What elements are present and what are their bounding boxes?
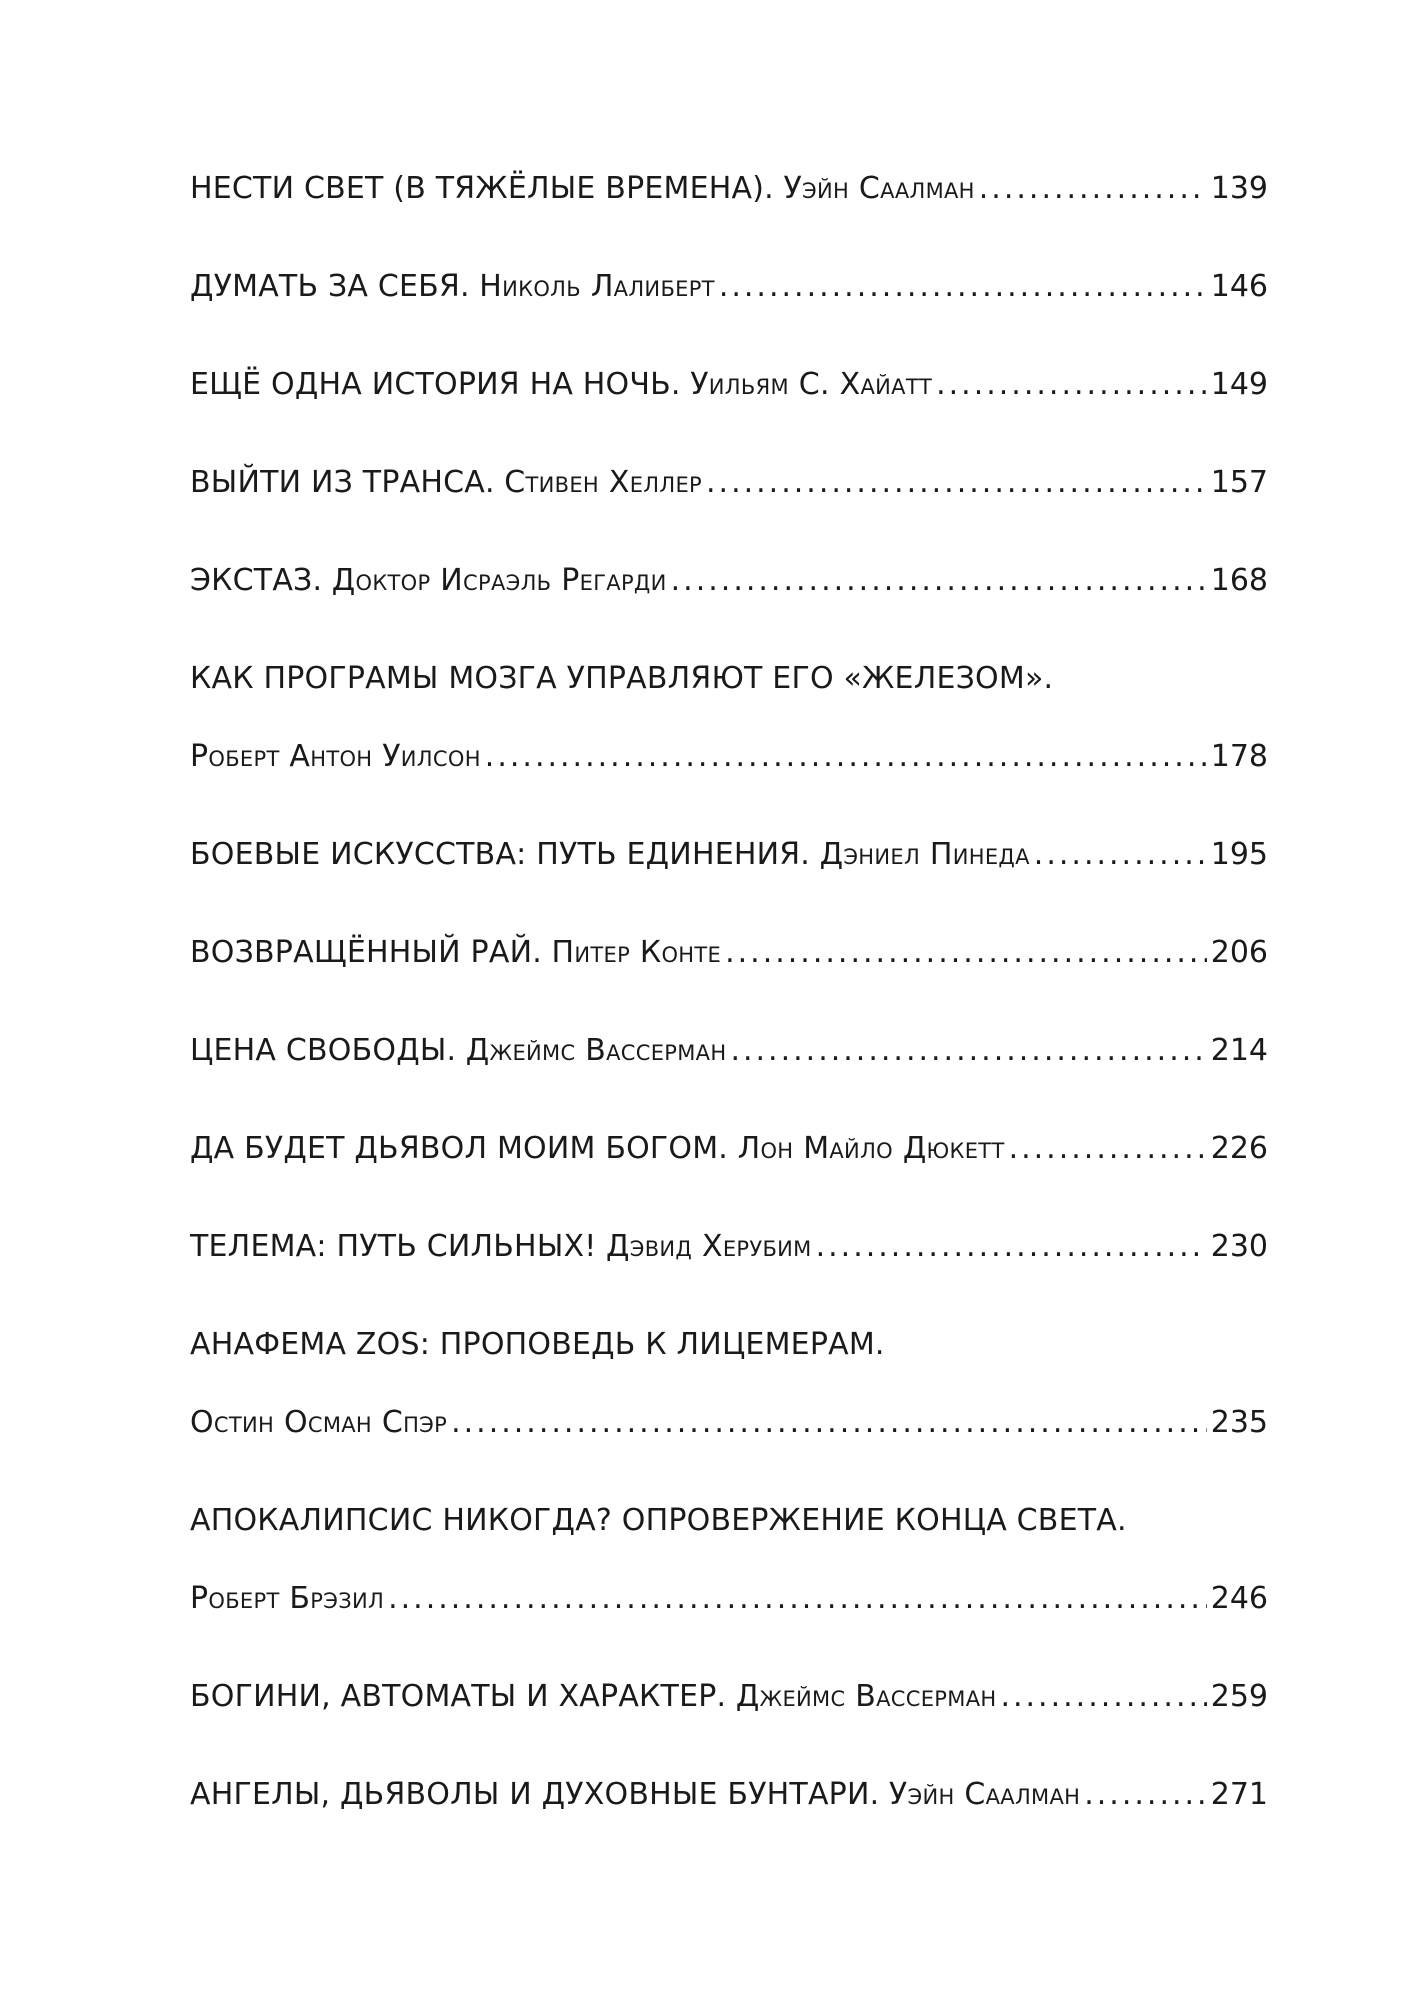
entry-page-number: 139 xyxy=(1210,171,1268,206)
entry-title: ВЫЙТИ ИЗ ТРАНСА. xyxy=(190,465,495,500)
entry-author: Доктор Исраэль Регарди xyxy=(331,563,667,598)
entry-title: БОЕВЫЕ ИСКУССТВА: ПУТЬ ЕДИНЕНИЯ. xyxy=(190,837,811,872)
entry-title: ЕЩЁ ОДНА ИСТОРИЯ НА НОЧЬ. xyxy=(190,367,681,402)
entry-author: Уэйн Саалман xyxy=(888,1777,1081,1812)
entry-author: Дэниел Пинеда xyxy=(819,837,1030,872)
entry-author: Питер Конте xyxy=(551,935,722,970)
entry-author: Дэвид Херубим xyxy=(606,1229,812,1264)
dot-leader xyxy=(1084,1774,1207,1816)
entry-page-number: 259 xyxy=(1210,1679,1268,1714)
toc-entry[interactable] xyxy=(190,1676,1268,1718)
entry-page-number: 246 xyxy=(1210,1581,1268,1616)
dot-leader xyxy=(1009,1128,1207,1170)
dot-leader xyxy=(706,462,1207,504)
dot-leader xyxy=(979,168,1207,210)
entry-page-number: 206 xyxy=(1210,935,1268,970)
toc-entry[interactable] xyxy=(190,168,1268,210)
dot-leader xyxy=(816,1226,1207,1268)
entry-author: Уильям С. Хайатт xyxy=(690,367,933,402)
toc-entry[interactable] xyxy=(190,1226,1268,1268)
entry-page-number: 149 xyxy=(1210,367,1268,402)
dot-leader xyxy=(1000,1676,1206,1718)
entry-page-number: 178 xyxy=(1210,739,1268,774)
entry-author: Стивен Хеллер xyxy=(504,465,702,500)
entry-title: АНАФЕМА ZOS: ПРОПОВЕДЬ К ЛИЦЕМЕРАМ. xyxy=(190,1327,885,1362)
dot-leader xyxy=(485,736,1207,778)
entry-title: АПОКАЛИПСИС НИКОГДА? ОПРОВЕРЖЕНИЕ КОНЦА СВЕТА. xyxy=(190,1503,1127,1538)
toc-entry[interactable] xyxy=(190,266,1268,308)
entry-title: КАК ПРОГРАМЫ МОЗГА УПРАВЛЯЮТ ЕГО «ЖЕЛЕЗОМ». xyxy=(190,661,1054,696)
entry-author: Джеймс Вассерман xyxy=(735,1679,997,1714)
entry-author: Лон Майло Дюкетт xyxy=(737,1131,1005,1166)
toc-entry[interactable] xyxy=(190,932,1268,974)
toc-entry[interactable] xyxy=(190,658,1268,778)
entry-page-number: 146 xyxy=(1210,269,1268,304)
entry-title: ДА БУДЕТ ДЬЯВОЛ МОИМ БОГОМ. xyxy=(190,1131,729,1166)
entry-page-number: 195 xyxy=(1210,837,1268,872)
toc-entry[interactable] xyxy=(190,364,1268,406)
dot-leader xyxy=(719,266,1207,308)
entry-title: ТЕЛЕМА: ПУТЬ СИЛЬНЫХ! xyxy=(190,1229,597,1264)
toc-entry[interactable] xyxy=(190,1324,1268,1444)
toc-entry[interactable] xyxy=(190,1030,1268,1072)
dot-leader xyxy=(451,1402,1207,1444)
entry-title: ВОЗВРАЩЁННЫЙ РАЙ. xyxy=(190,935,542,970)
entry-author: Джеймс Вассерман xyxy=(465,1033,727,1068)
dot-leader xyxy=(388,1578,1207,1620)
toc-entry[interactable] xyxy=(190,462,1268,504)
toc-entry[interactable] xyxy=(190,1128,1268,1170)
toc-entry[interactable] xyxy=(190,560,1268,602)
entry-title: ЦЕНА СВОБОДЫ. xyxy=(190,1033,457,1068)
table-of-contents xyxy=(190,168,1268,1816)
entry-author: Остин Осман Спэр xyxy=(190,1405,448,1440)
dot-leader xyxy=(1034,834,1207,876)
entry-page-number: 214 xyxy=(1210,1033,1268,1068)
toc-entry[interactable] xyxy=(190,1500,1268,1620)
entry-author: Николь Лалиберт xyxy=(479,269,715,304)
dot-leader xyxy=(725,932,1207,974)
entry-page-number: 271 xyxy=(1210,1777,1268,1812)
entry-page-number: 157 xyxy=(1210,465,1268,500)
entry-page-number: 226 xyxy=(1210,1131,1268,1166)
entry-title: БОГИНИ, АВТОМАТЫ И ХАРАКТЕР. xyxy=(190,1679,727,1714)
entry-page-number: 168 xyxy=(1210,563,1268,598)
entry-page-number: 235 xyxy=(1210,1405,1268,1440)
dot-leader xyxy=(936,364,1207,406)
toc-entry[interactable] xyxy=(190,834,1268,876)
entry-title: НЕСТИ СВЕТ (В ТЯЖЁЛЫЕ ВРЕМЕНА). xyxy=(190,171,774,206)
toc-entry[interactable] xyxy=(190,1774,1268,1816)
dot-leader xyxy=(671,560,1207,602)
entry-author: Уэйн Саалман xyxy=(783,171,975,206)
dot-leader xyxy=(730,1030,1206,1072)
entry-title: ЭКСТАЗ. xyxy=(190,563,323,598)
entry-title: ДУМАТЬ ЗА СЕБЯ. xyxy=(190,269,470,304)
entry-page-number: 230 xyxy=(1210,1229,1268,1264)
entry-author: Роберт Брэзил xyxy=(190,1581,385,1616)
entry-author: Роберт Антон Уилсон xyxy=(190,739,481,774)
entry-title: АНГЕЛЫ, ДЬЯВОЛЫ И ДУХОВНЫЕ БУНТАРИ. xyxy=(190,1777,880,1812)
